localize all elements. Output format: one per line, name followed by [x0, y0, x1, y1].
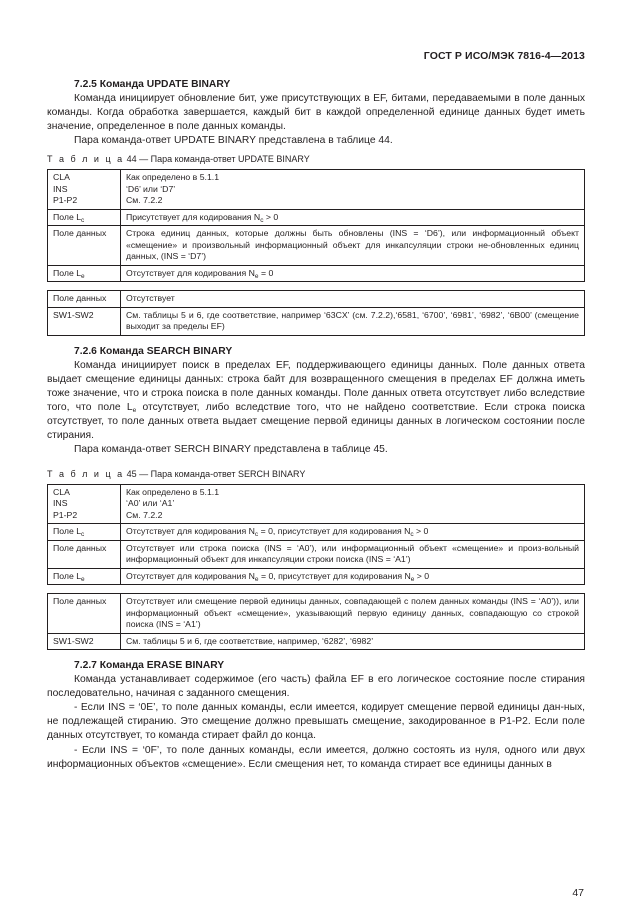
table-cell: Как определено в 5.1.1 ‘D6’ или ‘D7’ См. 7.2.2 — [121, 170, 585, 210]
table-row — [48, 226, 585, 266]
paragraph: Пара команда-ответ UPDATE BINARY представлена в таблице 44. — [74, 135, 393, 147]
table-cell: Отсутствует или строка поиска (INS = ‘A0’), или информационный объект «смещение» и произ-вольный информационный объект для инкапсуляции строки поиска (INS = ‘A1’) — [121, 540, 585, 568]
table-cell: Поле данных — [48, 291, 121, 308]
table-45-caption: Т а б л и ц а 45 — Пара команда-ответ SERCH BINARY — [47, 468, 306, 479]
table-cell: Как определено в 5.1.1 ‘A0’ или ‘A1’ См. 7.2.2 — [121, 484, 585, 524]
table-row — [48, 307, 585, 335]
table-cell: Поле $L_e$ — [48, 265, 121, 282]
table-cell: Поле данных — [48, 594, 121, 634]
table-row — [48, 633, 585, 650]
table-cell: Отсутствует для кодирования $N_e = 0$, присутствует для кодирования $N_e > 0$ — [121, 568, 585, 585]
table-45-command — [47, 484, 585, 586]
table-44-caption: Т а б л и ц а 44 — Пара команда-ответ UPDATE BINARY — [47, 154, 310, 165]
table-cell: См. таблицы 5 и 6, где соответствие, например ‘63CX’ (см. 7.2.2),‘6581, ‘6700’, ‘6981’, ‘6982’, ‘6B00’ (смещение выходит за пределы EF) — [121, 307, 585, 335]
table-cell: SW1-SW2 — [48, 633, 121, 650]
table-row — [48, 265, 585, 282]
table-cell: Поле данных — [48, 226, 121, 266]
table-row — [48, 170, 585, 210]
paragraph: Команда инициирует поиск в пределах EF, поддерживающего единицы данных. Поле данных ответа выдает смещение единицы данных: строка байт для возвращенного смещения в пределах EF должна иметь тоже значение, что и строка поиска в поле данных команды. Поле данных ответа отсутствует либо вследствие того, что поле $L_e$ отсутствует, либо вследствие того, что не найдено соответствие. Если строка поиска отсутствует, то поле данных ответа выдает смещение первой единицы данных в логическом состоянии после стирания. — [47, 359, 585, 442]
page-content — [47, 78, 585, 772]
table-cell: Отсутствует — [121, 291, 585, 308]
paragraph: Команда устанавливает содержимое (его часть) файла EF в его логическое состояние после стирания последовательно, начиная с заданного смещения. — [47, 674, 585, 700]
table-cell: SW1-SW2 — [48, 307, 121, 335]
table-cell: CLA INS P1-P2 — [48, 484, 121, 524]
table-cell: Поле данных — [48, 540, 121, 568]
table-44-command — [47, 169, 585, 282]
table-cell: Поле $L_c$ — [48, 209, 121, 226]
table-cell: CLA INS P1-P2 — [48, 170, 121, 210]
paragraph: Пара команда-ответ SERCH BINARY представлена в таблице 45. — [74, 444, 388, 456]
table-row — [48, 209, 585, 226]
table-row — [48, 594, 585, 634]
paragraph: - Если INS = ‘0F’, то поле данных команды, если имеется, должно состоять из нуля, одного или двух информационных объектов «смещение». Если смещения нет, то команда стирает все единицы данных в — [47, 744, 585, 770]
table-cell: См. таблицы 5 и 6, где соответствие, например, ‘6282’, ‘6982’ — [121, 633, 585, 650]
table-row — [48, 524, 585, 541]
table-44-response — [47, 290, 585, 336]
paragraph: - Если INS = ‘0E’, то поле данных команды, если имеется, кодирует смещение первой единицы дан-ных, не подлежащей стиранию. Это смещение должно превышать смещение, закодированное в P1-P2. Если поле данных отсутствует, то команда стирает файл до конца. — [47, 702, 585, 742]
table-cell: Отсутствует для кодирования $N_c = 0$, присутствует для кодирования $N_c > 0$ — [121, 524, 585, 541]
table-row — [48, 568, 585, 585]
paragraph: Команда инициирует обновление бит, уже присутствующих в EF, битами, передаваемыми в поле данных команды. Когда обработка завершается, каждый бит в каждой определенной единице данных будет иметь значение, определенное в поле данных команды. — [47, 93, 585, 133]
table-row — [48, 484, 585, 524]
page-number: 47 — [572, 887, 584, 899]
section-heading-7-2-7: 7.2.7 Команда ERASE BINARY — [74, 660, 225, 672]
table-cell: Присутствует для кодирования $N_c > 0$ — [121, 209, 585, 226]
table-cell: Строка единиц данных, которые должны быть обновлены (INS = ‘D6’), или информационный объект «смещение» и произвольный информационный объект для инкапсуляции строки не-обновленных единиц данных, (INS = ‘D7’) — [121, 226, 585, 266]
table-cell: Поле $L_e$ — [48, 568, 121, 585]
standard-header: ГОСТ Р ИСО/МЭК 7816-4—2013 — [423, 50, 585, 62]
table-cell: Отсутствует для кодирования $N_e = 0$ — [121, 265, 585, 282]
table-row — [48, 540, 585, 568]
table-row — [48, 291, 585, 308]
table-45-response — [47, 593, 585, 650]
section-heading-7-2-5: 7.2.5 Команда UPDATE BINARY — [74, 79, 231, 90]
table-cell: Поле $L_c$ — [48, 524, 121, 541]
section-heading-7-2-6: 7.2.6 Команда SEARCH BINARY — [74, 345, 233, 357]
table-cell: Отсутствует или смещение первой единицы данных, совпадающей с полем данных команды (INS = ‘A0’)), или информационный объект «смещение», указывающий первую единицу данных, совпадающую со строкой поиска (INS = ‘A1’) — [121, 594, 585, 634]
